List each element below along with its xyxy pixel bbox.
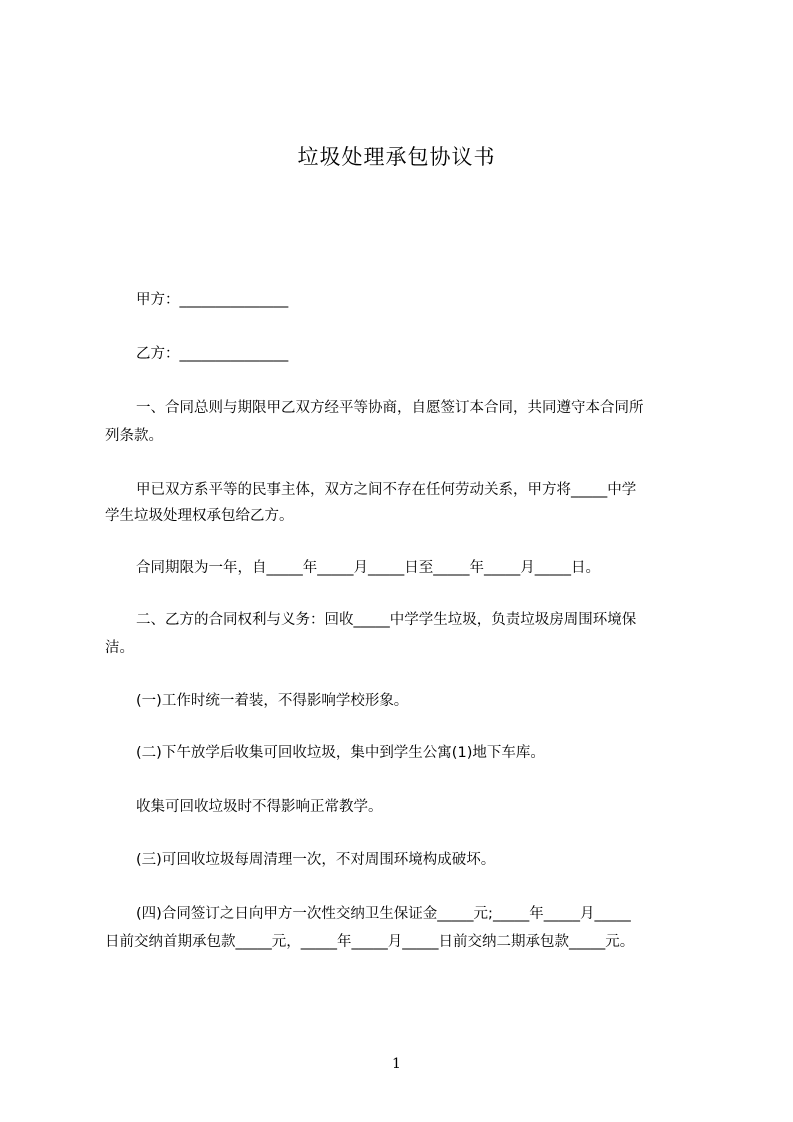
party-b-line: 乙方：_______________ (136, 346, 289, 362)
collection-note-line: 收集可回收垃圾时不得影响正常教学。 (136, 799, 383, 815)
item-4-line-1: (四)合同签订之日向甲方一次性交纳卫生保证金_____元;_____年_____月_____ (136, 906, 631, 922)
item-1-line: (一)工作时统一着装，不得影响学校形象。 (136, 693, 409, 709)
paragraph-line-1: 甲已双方系平等的民事主体，双方之间不存在任何劳动关系，甲方将_____中学 (136, 482, 637, 498)
page-number: 1 (392, 1056, 401, 1072)
clause-1-line-1: 一、合同总则与期限甲乙双方经平等协商，自愿签订本合同，共同遵守本合同所 (136, 400, 644, 416)
paragraph-line-2: 学生垃圾处理权承包给乙方。 (105, 508, 294, 524)
item-3-line: (三)可回收垃圾每周清理一次，不对周围环境构成破坏。 (136, 852, 496, 868)
document-title: 垃圾处理承包协议书 (297, 145, 496, 169)
clause-2-line-1: 二、乙方的合同权利与义务：回收_____中学学生垃圾，负责垃圾房周围环境保 (136, 612, 637, 628)
clause-2-line-2: 洁。 (105, 640, 134, 656)
contract-term-line: 合同期限为一年，自_____年_____月_____日至_____年_____月_____日。 (136, 560, 600, 576)
clause-1-line-2: 列条款。 (105, 428, 163, 444)
party-a-line: 甲方：_______________ (136, 292, 289, 308)
item-4-line-2: 日前交纳首期承包款_____元，_____年_____月_____日前交纳二期承包款_____元。 (105, 934, 635, 950)
item-2-line: (二)下午放学后收集可回收垃圾，集中到学生公寓(1)地下车库。 (136, 745, 545, 761)
